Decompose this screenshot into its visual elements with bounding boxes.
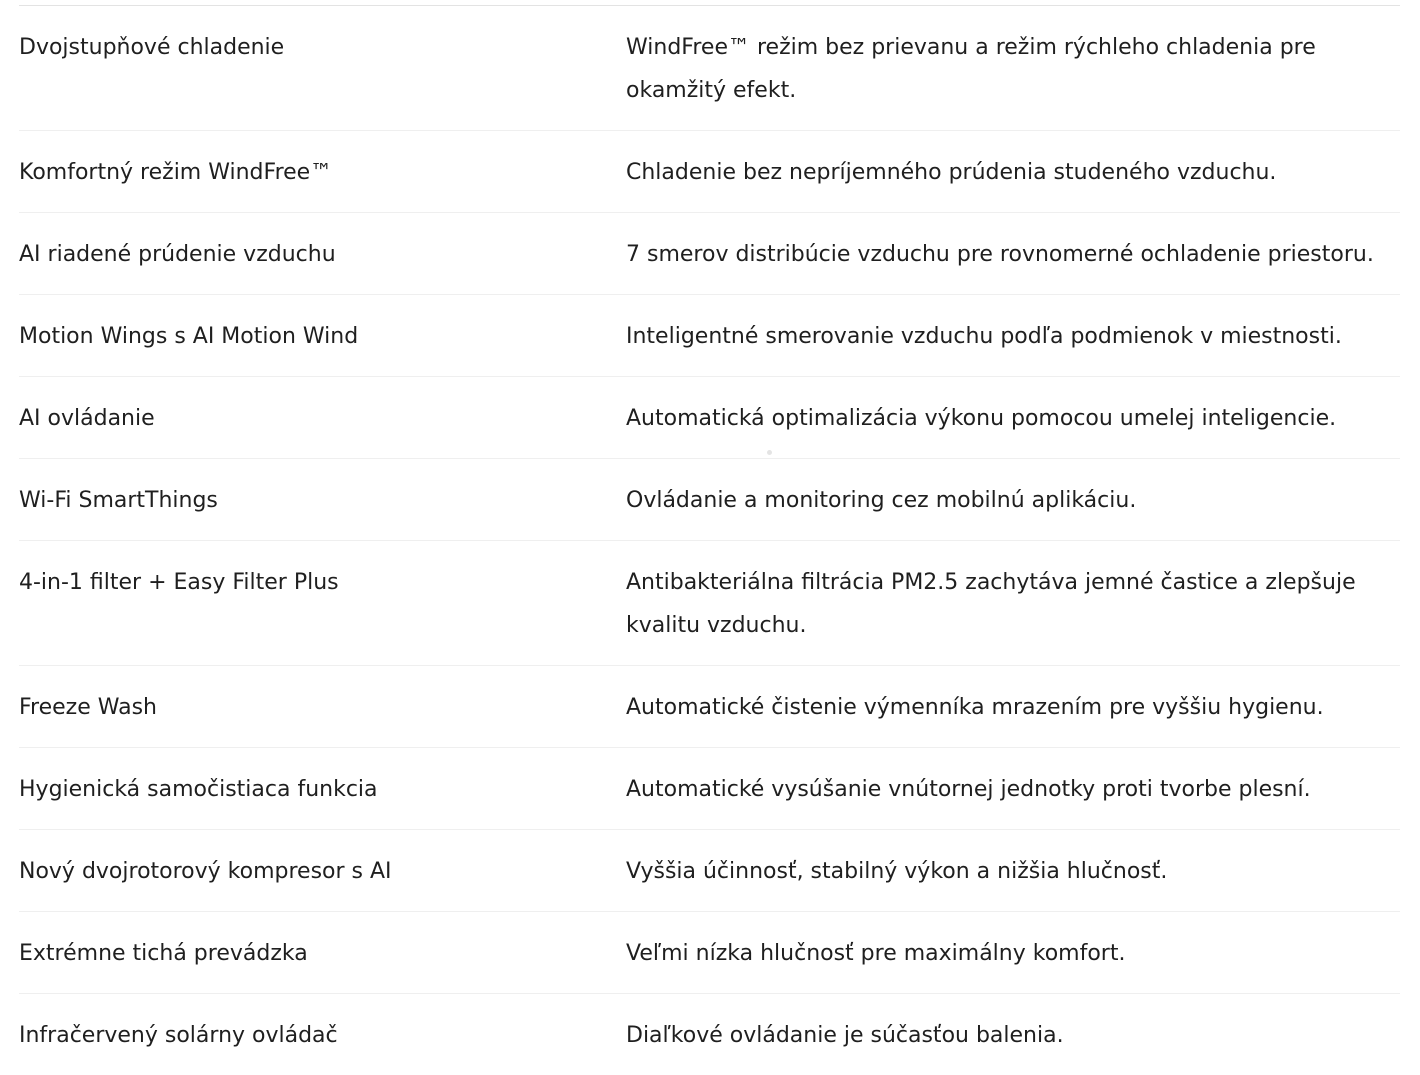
feature-name: AI ovládanie <box>19 406 155 431</box>
feature-description: 7 smerov distribúcie vzduchu pre rovnomerné ochladenie priestoru. <box>626 242 1374 267</box>
table-row <box>19 748 1400 830</box>
feature-description: Automatické vysúšanie vnútornej jednotky proti tvorbe plesní. <box>626 777 1311 802</box>
feature-name: Freeze Wash <box>19 695 157 720</box>
feature-description: Automatické čistenie výmenníka mrazením pre vyššiu hygienu. <box>626 695 1324 720</box>
feature-name: AI riadené prúdenie vzduchu <box>19 242 336 267</box>
feature-description: Ovládanie a monitoring cez mobilnú aplikáciu. <box>626 488 1137 513</box>
feature-name: Komfortný režim WindFree™ <box>19 160 333 185</box>
feature-name: Motion Wings s AI Motion Wind <box>19 324 359 349</box>
table-row <box>19 912 1400 994</box>
table-row <box>19 541 1400 666</box>
feature-description: Diaľkové ovládanie je súčasťou balenia. <box>626 1023 1064 1048</box>
feature-description: Chladenie bez nepríjemného prúdenia studeného vzduchu. <box>626 160 1277 185</box>
table-row <box>19 830 1400 912</box>
feature-description: WindFree™ režim bez prievanu a režim rýchleho chladenia pre okamžitý efekt. <box>626 35 1316 103</box>
feature-name: Nový dvojrotorový kompresor s AI <box>19 859 392 884</box>
feature-description: Vyššia účinnosť, stabilný výkon a nižšia hlučnosť. <box>626 859 1168 884</box>
feature-name: Dvojstupňové chladenie <box>19 35 285 60</box>
table-row <box>19 377 1400 459</box>
feature-name: Hygienická samočistiaca funkcia <box>19 777 378 802</box>
table-row <box>19 459 1400 541</box>
feature-description: Veľmi nízka hlučnosť pre maximálny komfort. <box>626 941 1126 966</box>
feature-description: Automatická optimalizácia výkonu pomocou umelej inteligencie. <box>626 406 1337 431</box>
table-row <box>19 6 1400 131</box>
table-row <box>19 131 1400 213</box>
loading-dot-icon <box>767 450 772 455</box>
table-row <box>19 994 1400 1075</box>
table-row <box>19 666 1400 748</box>
feature-description: Inteligentné smerovanie vzduchu podľa podmienok v miestnosti. <box>626 324 1342 349</box>
feature-table <box>19 5 1400 1075</box>
feature-name: Extrémne tichá prevádzka <box>19 941 308 966</box>
table-row <box>19 213 1400 295</box>
feature-name: Infračervený solárny ovládač <box>19 1023 338 1048</box>
feature-name: 4-in-1 filter + Easy Filter Plus <box>19 570 339 595</box>
feature-name: Wi-Fi SmartThings <box>19 488 218 513</box>
feature-description: Antibakteriálna filtrácia PM2.5 zachytáva jemné častice a zlepšuje kvalitu vzduchu. <box>626 570 1356 638</box>
table-row <box>19 295 1400 377</box>
